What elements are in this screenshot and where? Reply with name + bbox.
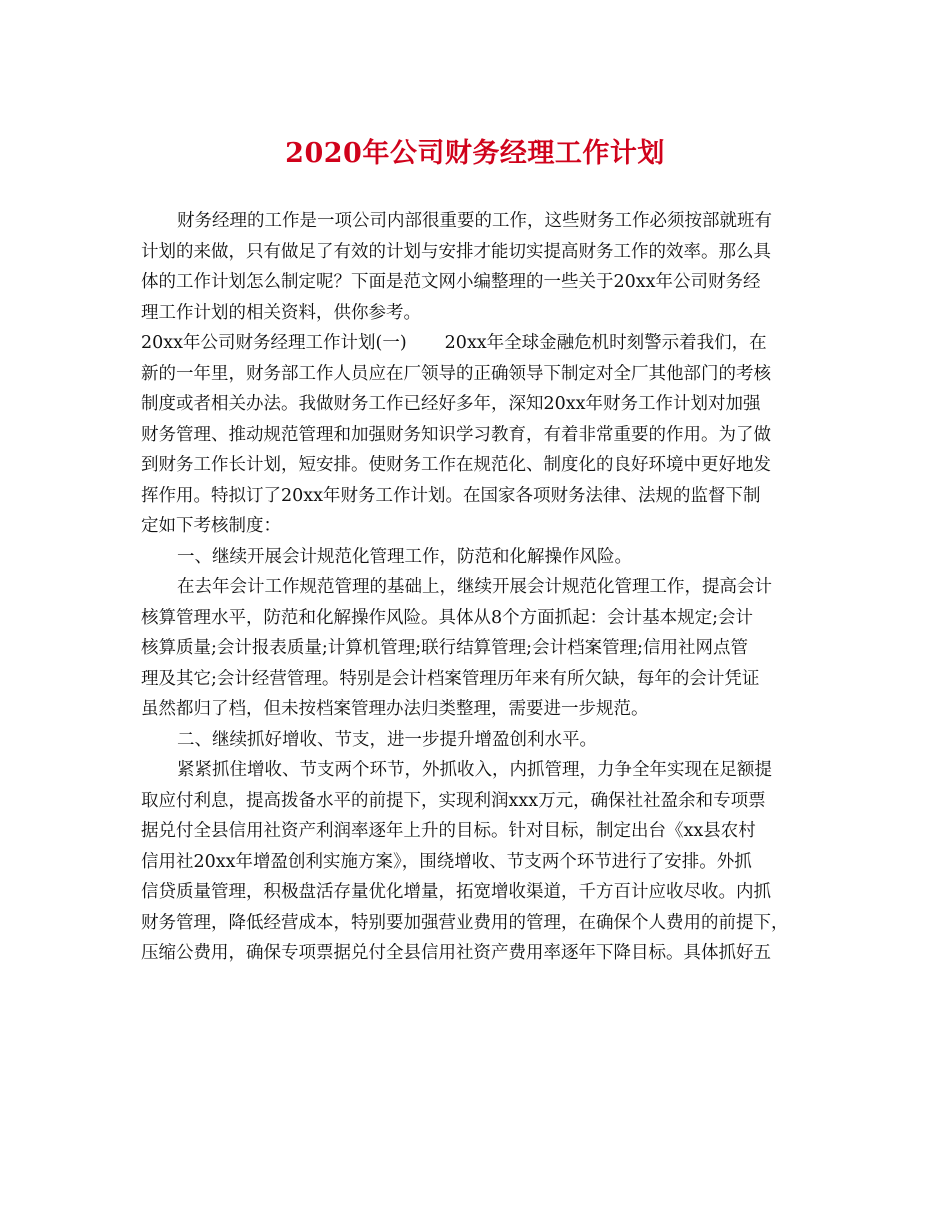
paragraph-line: 核算管理水平，防范和化解操作风险。具体从8个方面抓起：会计基本规定;会计 — [141, 607, 754, 628]
paragraph-line: 财务管理，降低经营成本，特别要加强营业费用的管理，在确保个人费用的前提下， — [141, 912, 789, 933]
paragraph-line: 核算质量;会计报表质量;计算机管理;联行结算管理;会计档案管理;信用社网点管 — [141, 638, 748, 658]
paragraph-line: 压缩公费用，确保专项票据兑付全县信用社资产费用率逐年下降目标。具体抓好五 — [141, 943, 771, 963]
paragraph-line: 到财务工作长计划，短安排。使财务工作在规范化、制度化的良好环境中更好地发 — [141, 455, 771, 475]
paragraph-line: 计划的来做，只有做足了有效的计划与安排才能切实提高财务工作的效率。那么具 — [141, 241, 771, 262]
paragraph-line: 体的工作计划怎么制定呢？下面是范文网小编整理的一些关于20xx年公司财务经 — [141, 272, 761, 292]
paragraph-line-with-heading — [141, 328, 826, 359]
paragraph-line: 据兑付全县信用社资产利润率逐年上升的目标。针对目标，制定出台《xx县农村 — [141, 821, 756, 841]
document-body — [141, 206, 826, 969]
paragraph-line: 财务管理、推动规范管理和加强财务知识学习教育，有着非常重要的作用。为了做 — [141, 424, 771, 445]
paragraph-line: 虽然都归了档，但未按档案管理办法归类整理，需要进一步规范。 — [141, 699, 649, 719]
paragraph-line: 20xx年全球金融危机时刻警示着我们，在 — [444, 333, 767, 353]
paragraph-line: 在去年会计工作规范管理的基础上，继续开展会计规范化管理工作，提高会计 — [177, 577, 772, 597]
paragraph-line: 财务经理的工作是一项公司内部很重要的工作，这些财务工作必须按部就班有 — [177, 211, 772, 231]
section-heading: 20xx年公司财务经理工作计划(一) — [141, 333, 407, 353]
paragraph-line: 取应付利息，提高拨备水平的前提下，实现利润xxx万元，确保社社盈余和专项票 — [141, 790, 766, 811]
section-heading: 一、继续开展会计规范化管理工作，防范和化解操作风险。 — [177, 546, 632, 567]
paragraph-line: 新的一年里，财务部工作人员应在厂领导的正确领导下制定对全厂其他部门的考核 — [141, 363, 771, 384]
paragraph-line: 信贷质量管理，积极盘活存量优化增量，拓宽增收渠道，千方百计应收尽收。内抓 — [141, 882, 771, 902]
paragraph-line: 紧紧抓住增收、节支两个环节，外抓收入，内抓管理，力争全年实现在足额提 — [177, 760, 772, 780]
section-heading: 二、继续抓好增收、节支，进一步提升增盈创利水平。 — [177, 729, 597, 750]
paragraph-line: 挥作用。特拟订了20xx年财务工作计划。在国家各项财务法律、法规的监督下制 — [141, 485, 761, 506]
paragraph-line: 理工作计划的相关资料，供你参考。 — [141, 302, 421, 323]
paragraph-line: 理及其它;会计经营管理。特别是会计档案管理历年来有所欠缺，每年的会计凭证 — [141, 668, 760, 689]
paragraph-line: 定如下考核制度： — [141, 516, 281, 536]
paragraph-line: 制度或者相关办法。我做财务工作已经好多年，深知20xx年财务工作计划对加强 — [141, 394, 761, 414]
document-title: 2020年公司财务经理工作计划 — [285, 138, 665, 169]
paragraph-line: 信用社20xx年增盈创利实施方案》，围绕增收、节支两个环节进行了安排。外抓 — [141, 851, 752, 872]
